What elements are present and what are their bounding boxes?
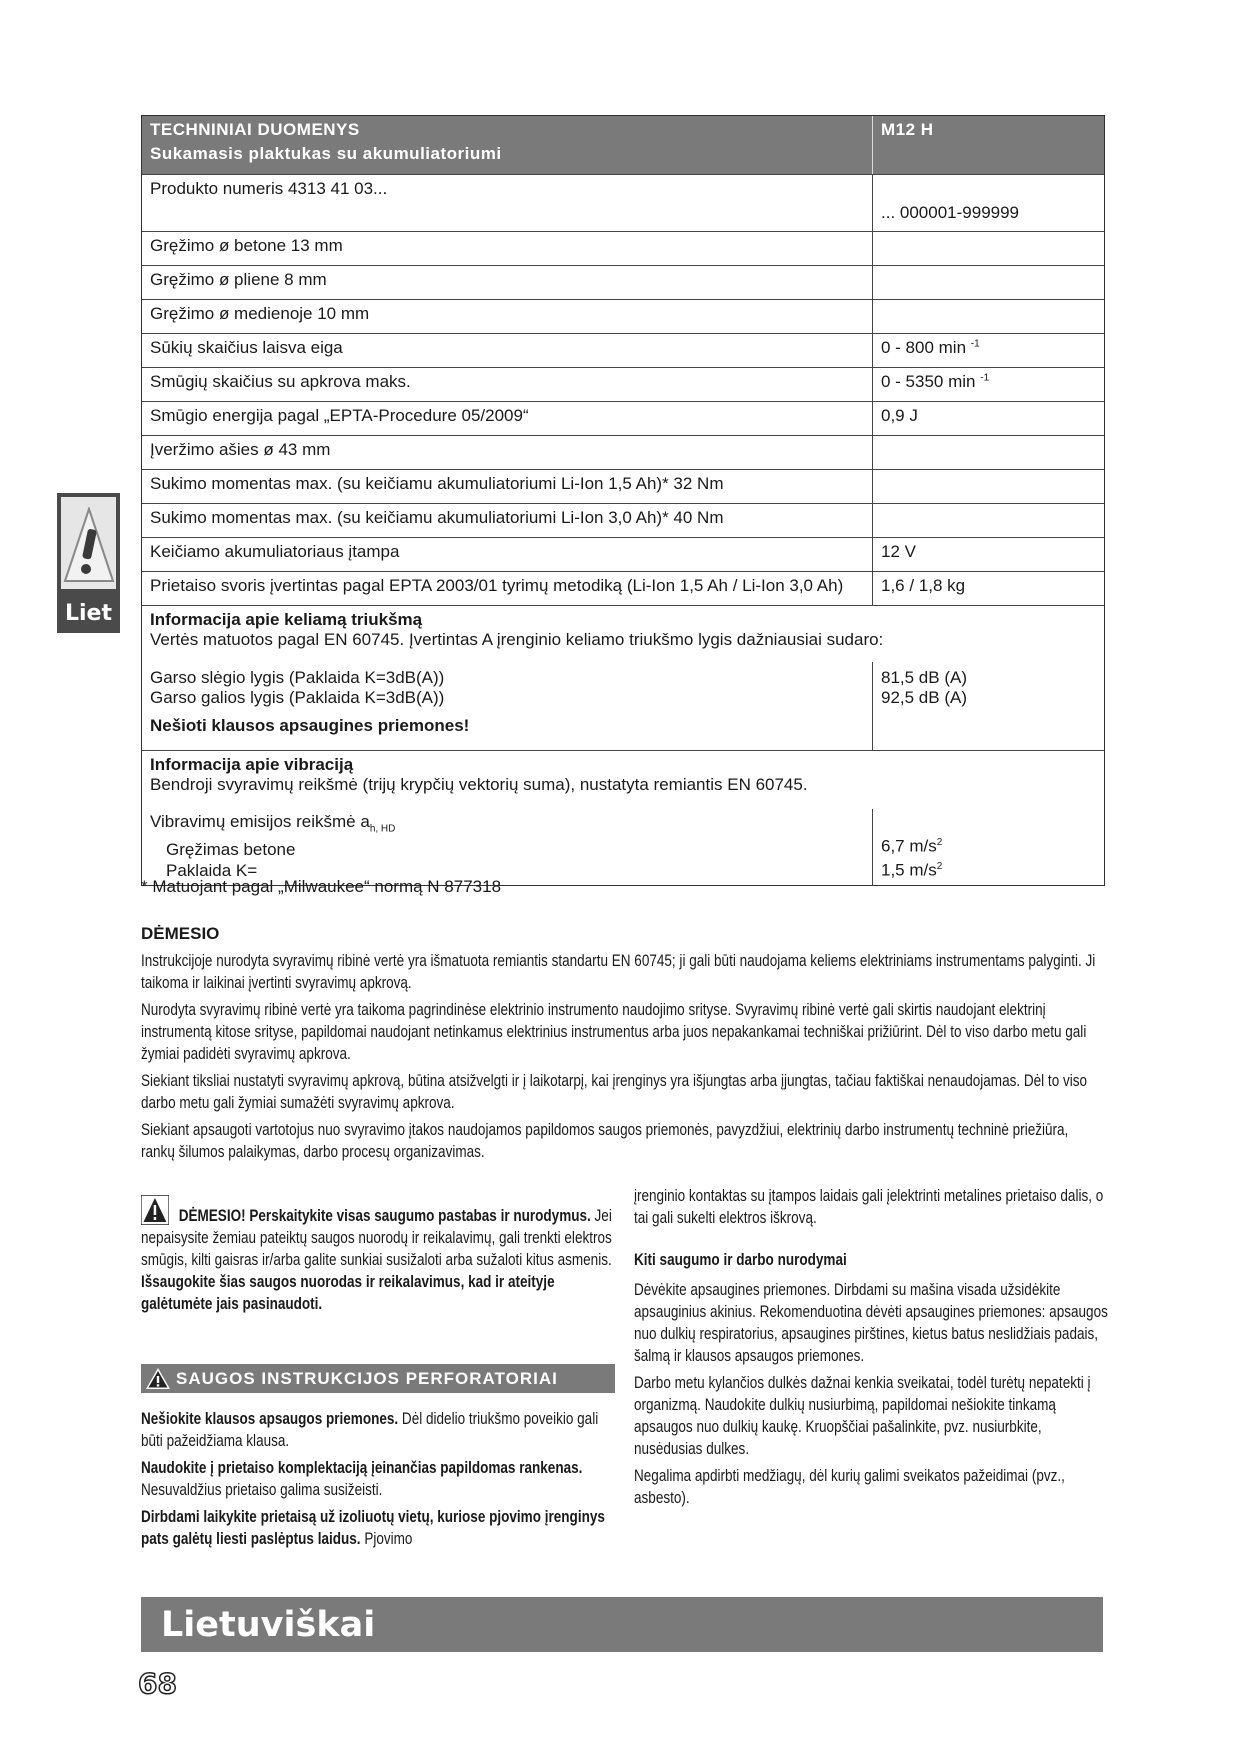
right-paragraph: Darbo metu kylančios dulkės dažnai kenkia sveikatai, todėl turėtų nepatekti į organizmą. Naudokite dulkių nusiurbimą, papildomai nešiokite tinkamą apsaugos nuo dulkių kaukę. Kruopščiai pašalinkite, pvz. nusiurbkite, nusėdusias dulkes.	[634, 1374, 1091, 1458]
caution-paragraph: Instrukcijoje nurodyta svyravimų ribinė vertė yra išmatuota remiantis standartu EN 60745; ji gali būti naudojama keliems elektriniams instrumentams palyginti. Ji taikoma ir laikinai įvertinti svyravimų apkrovą.	[141, 952, 1096, 992]
table-row	[142, 401, 1104, 435]
row-value: ... 000001-999999	[881, 203, 1020, 222]
vibration-intro: Bendroji svyravimų reikšmė (trijų krypčių vektorių suma), nustatyta remiantis EN 60745.	[150, 775, 808, 794]
safety-warning-bold: DĖMESIO! Perskaitykite visas saugumo pastabas ir nurodymus.	[178, 1207, 591, 1225]
rule-bold: Nešiokite klausos apsaugos priemones.	[141, 1410, 399, 1428]
table-row	[142, 469, 1104, 503]
row-label: Produkto numeris 4313 41 03...	[150, 179, 388, 198]
noise-intro: Vertės matuotos pagal EN 60745. Įvertintas A įrenginio keliamo triukšmo lygis dažniausiai sudaro:	[150, 630, 884, 649]
table-row	[142, 299, 1104, 333]
left-column-rules	[141, 1408, 615, 1555]
caution-title: DĖMESIO	[141, 924, 220, 943]
right-column	[634, 1185, 1108, 1514]
table-row	[142, 367, 1104, 401]
row-label: Prietaiso svoris įvertintas pagal EPTA 2003/01 tyrimų metodiką (Li-Ion 1,5 Ah / Li-Ion 3,0 Ah)	[150, 576, 844, 595]
table-row	[142, 333, 1104, 367]
emission-subscript: h, HD	[369, 823, 396, 834]
sound-pressure-value: 81,5 dB (A)	[881, 668, 967, 687]
noise-section	[142, 605, 1104, 750]
unit-superscript: 2	[936, 836, 943, 848]
table-title: TECHNINIAI DUOMENYS	[150, 120, 360, 139]
warning-icon	[145, 1367, 171, 1390]
row-label: Sūkių skaičius laisva eiga	[150, 338, 343, 357]
row-value: 0 - 5350 min	[881, 372, 976, 391]
row-value: 0 - 800 min	[881, 338, 967, 357]
row-label: Smūgio energija pagal „EPTA-Procedure 05/2009“	[150, 406, 529, 425]
noise-title: Informacija apie keliamą triukšmą	[150, 610, 423, 629]
sound-pressure-label: Garso slėgio lygis (Paklaida K=3dB(A))	[150, 668, 445, 687]
spec-table	[141, 115, 1105, 886]
row-label: Keičiamo akumuliatoriaus įtampa	[150, 542, 400, 561]
footnote: * Matuojant pagal „Milwaukee“ normą N 877318	[141, 877, 502, 896]
right-paragraph: įrenginio kontaktas su įtampos laidais gali įelektrinti metalines prietaiso dalis, o tai gali sukelti elektros iškrovą.	[634, 1187, 1104, 1227]
safety-warning-keep: Išsaugokite šias saugos nuorodas ir reikalavimus, kad ir ateityje galėtumėte jais pasinaudoti.	[141, 1273, 555, 1313]
row-label: Įveržimo ašies ø 43 mm	[150, 440, 331, 459]
table-row	[142, 537, 1104, 571]
table-subtitle: Sukamasis plaktukas su akumuliatoriumi	[150, 144, 502, 163]
table-row	[142, 571, 1104, 605]
vibration-emission-label: Vibravimų emisijos reikšmė a	[150, 811, 370, 831]
section-title: SAUGOS INSTRUKCIJOS PERFORATORIAI	[176, 1369, 558, 1388]
vibration-section	[142, 750, 1104, 885]
right-paragraph: Negalima apdirbti medžiagų, dėl kurių galimi sveikatos pažeidimai (pvz., asbesto).	[634, 1467, 1065, 1507]
vibration-title: Informacija apie vibraciją	[150, 755, 354, 774]
sound-power-label: Garso galios lygis (Paklaida K=3dB(A))	[150, 688, 445, 707]
drilling-concrete-label: Gręžimas betone	[166, 840, 296, 859]
left-column	[141, 1195, 615, 1325]
row-value: 12 V	[881, 542, 916, 561]
language-side-tab	[57, 493, 120, 633]
row-value: 0,9 J	[881, 406, 918, 425]
section-header	[141, 1364, 615, 1393]
table-row	[142, 265, 1104, 299]
unit-superscript: 2	[936, 861, 943, 873]
row-label: Gręžimo ø medienoje 10 mm	[150, 304, 370, 323]
table-row	[142, 503, 1104, 537]
row-label: Gręžimo ø pliene 8 mm	[150, 270, 327, 289]
warning-icon	[141, 1195, 169, 1225]
row-value: 1,6 / 1,8 kg	[881, 576, 966, 595]
rule-text: Nesuvaldžius prietaiso galima susižeisti.	[141, 1481, 383, 1499]
caution-paragraph: Siekiant apsaugoti vartotojus nuo svyravimo įtakos naudojamos papildomos saugos priemonės, pavyzdžiui, elektrinių darbo instrumentų techninė priežiūra, rankų šilumos palaikymas, darbo procesų organizavimas.	[141, 1121, 1069, 1161]
uncertainty-value: 1,5 m/s	[881, 860, 937, 880]
rule-text: Pjovimo	[360, 1530, 413, 1548]
model-name: M12 H	[881, 120, 934, 139]
row-label: Gręžimo ø betone 13 mm	[150, 236, 343, 255]
hearing-protection-warning: Nešioti klausos apsaugines priemones!	[150, 716, 470, 735]
caution-text	[141, 950, 1103, 1168]
table-row	[142, 174, 1104, 231]
rule-bold: Dirbdami laikykite prietaisą už izoliuotų vietų, kuriose pjovimo įrenginys pats galėtų liesti paslėptus laidus.	[141, 1508, 605, 1548]
caution-paragraph: Nurodyta svyravimų ribinė vertė yra taikoma pagrindinėse elektrinio instrumento naudojimo srityse. Svyravimų ribinė vertė gali skirtis naudojant elektrinį instrumentą kitose srityse, papildomai naudojant netinkamus elektrinius instrumentus arba juos nepakankamai techniškai prižiūrint. Dėl to viso darbo metu gali žymiai padidėti svyravimų apkrova.	[141, 1001, 1087, 1063]
rule-text: Dėl didelio triukšmo poveikio gali būti pažeidžiama klausa.	[141, 1410, 599, 1450]
rule-bold: Naudokite į prietaiso komplektaciją įeinančias papildomas rankenas.	[141, 1459, 583, 1477]
side-tab-label: Liet	[65, 601, 112, 626]
caution-paragraph: Siekiant tiksliai nustatyti svyravimų apkrovą, būtina atsižvelgti ir į laikotarpį, kai įrenginys yra išjungtas arba įjungtas, tačiau faktiškai nenaudojamas. Dėl to viso darbo metu gali žymiai sumažėti svyravimų apkrova.	[141, 1072, 1088, 1112]
unit-superscript: -1	[980, 372, 990, 384]
right-heading: Kiti saugumo ir darbo nurodymai	[634, 1251, 847, 1269]
row-label: Sukimo momentas max. (su keičiamu akumuliatoriumi Li-Ion 1,5 Ah)* 32 Nm	[150, 474, 724, 493]
right-paragraph: Dėvėkite apsaugines priemones. Dirbdami su mašina visada užsidėkite apsauginius akinius. Rekomenduotina dėvėti apsaugines priemones: apsaugos nuo dulkių respiratorius, apsaugines pirštines, kietus batus neslidžiais padais, šalmą ir klausos apsaugos priemones.	[634, 1281, 1108, 1365]
sound-power-value: 92,5 dB (A)	[881, 688, 967, 707]
row-label: Smūgių skaičius su apkrova maks.	[150, 372, 411, 391]
warning-icon	[61, 497, 116, 589]
drilling-concrete-value: 6,7 m/s	[881, 836, 937, 856]
uncertainty-label: Paklaida K=	[166, 861, 258, 880]
table-row	[142, 435, 1104, 469]
page-number: 68	[138, 1667, 177, 1700]
language-bar	[141, 1597, 1103, 1652]
table-header	[142, 116, 1104, 174]
row-label: Sukimo momentas max. (su keičiamu akumuliatoriumi Li-Ion 3,0 Ah)* 40 Nm	[150, 508, 724, 527]
unit-superscript: -1	[970, 338, 980, 350]
table-row	[142, 231, 1104, 265]
language-title: Lietuviškai	[161, 1605, 376, 1645]
safety-warning-text: Jei nepaisysite žemiau pateiktų saugos nuorodų ir reikalavimų, gali trenkti elektros smūgis, kilti gaisras ir/arba galite sunkiai susižaloti arba sužaloti kitus asmenis.	[141, 1207, 612, 1269]
